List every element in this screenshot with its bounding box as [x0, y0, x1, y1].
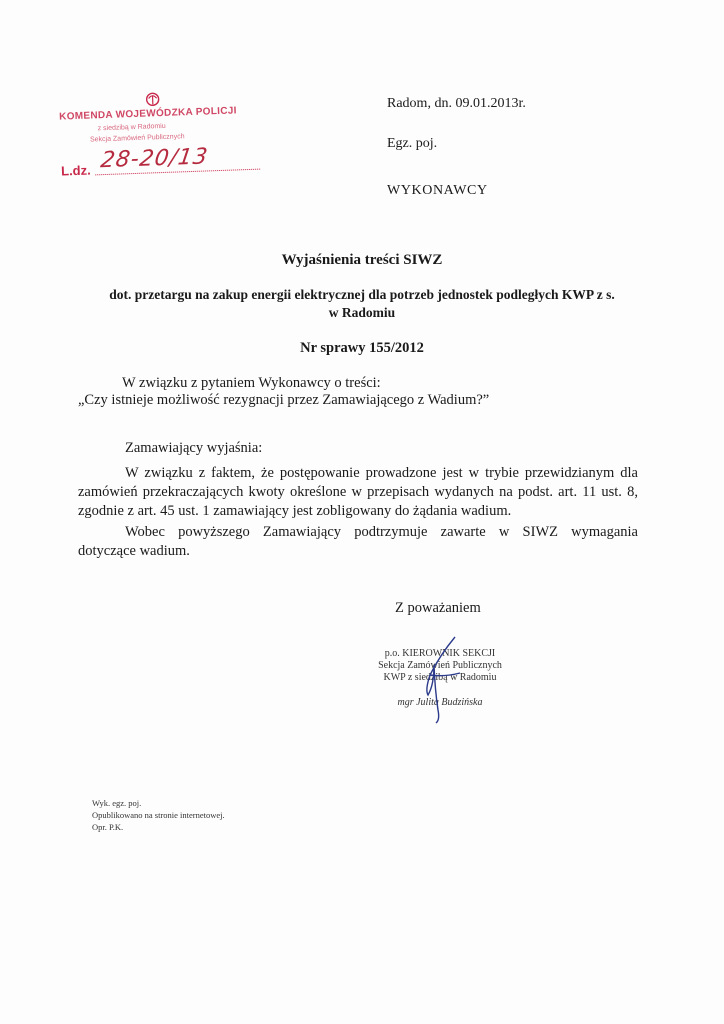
- subject-line-1: dot. przetargu na zakup energii elektrycznej dla potrzeb jednostek podległych KWP z s.: [109, 287, 615, 302]
- stamp-prefix: L.dz.: [60, 162, 91, 179]
- stamp-agency: KOMENDA WOJEWÓDZKA POLICJI: [59, 105, 237, 123]
- eagle-emblem-icon: [143, 90, 162, 107]
- question-text: „Czy istnieje możliwość rezygnacji przez Zamawiającego z Wadium?”: [78, 392, 490, 408]
- answer-line: Wobec powyższego Zamawiający podtrzymuje zawarte w SIWZ wymagania: [125, 524, 638, 540]
- stamp-handwritten-number: 28-20/13: [99, 144, 210, 174]
- registry-stamp: [58, 86, 266, 188]
- closing: Z poważaniem: [395, 600, 481, 616]
- answer-line: W związku z faktem, że postępowanie prowadzone jest w trybie przewidzianym dla: [125, 465, 638, 481]
- signer-name: mgr Julita Budzińska: [397, 697, 483, 708]
- signer-unit: Sekcja Zamówień Publicznych: [378, 660, 502, 671]
- recipient: WYKONAWCY: [387, 183, 488, 198]
- footer-prepared: Opr. P.K.: [92, 822, 124, 832]
- stamp-section: Sekcja Zamówień Publicznych: [89, 133, 185, 144]
- footer-copy: Wyk. egz. poj.: [92, 798, 142, 808]
- answer-line: dotyczące wadium.: [78, 543, 190, 559]
- subject-line-2: w Radomiu: [328, 305, 396, 320]
- signer-role: p.o. KIEROWNIK SEKCJI: [384, 648, 496, 659]
- question-intro: W związku z pytaniem Wykonawcy o treści:: [122, 375, 381, 391]
- answer-lead: Zamawiający wyjaśnia:: [125, 440, 263, 456]
- stamp-location: z siedzibą w Radomiu: [97, 122, 166, 133]
- place-date: Radom, dn. 09.01.2013r.: [387, 96, 526, 111]
- footer-published: Opublikowano na stronie internetowej.: [92, 810, 225, 820]
- copy-note: Egz. poj.: [387, 136, 438, 151]
- signer-org: KWP z siedzibą w Radomiu: [383, 672, 497, 683]
- document-title: Wyjaśnienia treści SIWZ: [281, 252, 443, 268]
- answer-line: zamówień przekraczających kwoty określone w przepisach wydanych na podst. art. 11 ust. 8,: [78, 484, 638, 500]
- answer-line: zgodnie z art. 45 ust. 1 zamawiający jest zobligowany do żądania wadium.: [78, 503, 512, 519]
- case-number: Nr sprawy 155/2012: [300, 340, 424, 356]
- handwritten-signature-icon: [400, 635, 480, 725]
